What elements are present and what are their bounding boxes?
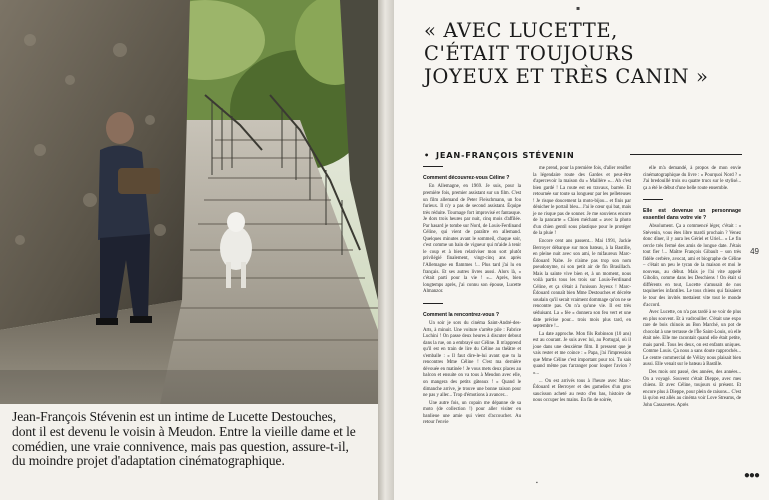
byline	[424, 150, 574, 160]
photo-man-with-dog-on-stairs	[0, 0, 378, 404]
page-number: 49	[750, 247, 759, 256]
body-paragraph: ... On est arrivés tous à l'heure avec Marc-Édouard et Berroyer et des gamelles d'un gros saucisson acheté au resto d'en bas, histoire de nous occuper les mains. En fin de soirée,	[533, 378, 631, 404]
body-paragraph: En Allemagne, en 1969. Je suis, pour la première fois, premier assistant sur un film. C'est un film allemand de Peter Fleischmann, un fou furieux. Il n'y a pas de second assistant. Équipe très réduite. Tournage fort improvisé et fantasque. Je dors trois heures par nuit, cinq mois d'affilée. Par hasard je tombe sur Nord, de Louis-Ferdinand Céline, qui vient de paraître en allemand. Quelques minutes avant le sommeil, chaque soir, c'est comme un bain de vigueur qui m'aide à tenir le coup et à bien relativiser mon sort plutôt privilégié finalement, vingt-cinq ans après l'Allemagne en flammes !... Plus tard j'ai lu en français. Et ses autres livres aussi. Alors là, « c'était parti pour la vie ! »... Après, bien longtemps après, j'ai connu son épouse, Lucette Almanzor.	[423, 184, 521, 295]
question-rule	[423, 166, 443, 167]
body-paragraph: Avec Lucette, on n'a pas tardé à se voir de plus en plus souvent. Et à vadrouiller. C'était une expo rare de bois chinois au Bon Marché, un pot de chocolat à une terrasse de l'Île Saint-Louis, où elle était née. Elle me racontait quand elle était petite, mais pareil. Tous les deux, on est enfants uniques. Comme Louis. Ça nous a sans doute rapprochés... Le centre commercial de Vélizy nous plaisait bien aussi. Elle venait sur le bateau à Bastille.	[643, 310, 741, 368]
interview-question: Comment la rencontrez-vous ?	[423, 311, 500, 318]
byline-author: JEAN-FRANÇOIS STÉVENIN	[436, 150, 575, 160]
body-paragraph: Encore cent ans passent... Mai 1991, Jackie Berroyer débarque sur mon bateau, à la Bastille, en pleine nuit avec son ami, le mifaureux Marc-Édouard Nabe. Je n'aime pas trop son nom pseudonyme, ni son petit air de fin Brasillach. Mais la sainte vive bien et, à un moment, nous voilà partis tous les trois sur Louis-Ferdinand Céline, et ça s'était à l'unisson Joyeux ! Marc-Édouard connaît bien Mme Destouches et décrète soudain qu'il serait vraiment dommage qu'on ne se rencontre pas. On n'a qu'une vie. Il est très séduisant. La « fée » donnera son feu vert et une date précise pour... trois mois plus tard, en septembre !...	[533, 239, 631, 330]
body-paragraph: me prend, pour la première fois, d'aller renifler la légendaire route des Gardes et peut-être d'apercevoir la maison du « Maillère »... Ah c'est bien gardé ! La route est en travaux, barrée. Et retournée sur toute sa longueur par les pelleteuses ! Je risque doucement la moto-bijou... et finis par dénicher le portail bleu... J'ai le cœur qui bat, mais je ne risque pas de sonner. Je me souviens encore de la pancarte « Chien méchant » avec la photo d'un chien gentil sous plastique pour le protéger de la pluie !	[533, 166, 631, 237]
headline-line-1: « AVEC LUCETTE,	[424, 19, 618, 42]
photo-illustration	[0, 0, 378, 404]
question-rule	[643, 199, 663, 200]
byline-rule	[630, 154, 742, 155]
text-column-2	[533, 166, 631, 406]
left-page	[0, 0, 378, 500]
bottom-margin-mark: ▪	[536, 480, 538, 486]
body-paragraph: Des mois ont passé, des années, des années... On a voyagé. Souvent c'était Dieppe, avec mes chiens. Et avec Céline, toujours si présent. Et encore plus à Dieppe, pour plein de raisons... C'est là qu'on est allés au cinéma voir Love Streams, de John Cassavetes. Après	[643, 370, 741, 408]
text-column-3	[643, 166, 741, 410]
page-gutter	[378, 0, 394, 500]
byline-bullet: •	[424, 150, 431, 160]
continuation-dots: ●●●	[743, 470, 759, 481]
right-page	[394, 0, 769, 500]
body-paragraph: Absolument. Ça a commencé léger, c'était : « Stévenin, vous êtes libre mardi prochain ? Venez donc dîner, il y aura les Gériel et Uriel... » Le fin cercle très fermé des amis de longue date. J'étais tout fier !... Maître François Gibault – son très fidèle cerbère, avocat, ami et biographe de Céline – c'était un peu le tyran de la maison et moi le nouveau, au début. Mais je l'ai vite appelé Gibolin, comme dans les Deschiens ! On était si différents en tout, Lucette s'amusait de nos taquineries infantiles. Le tous chiens qui faisaient le tour des invités mettaient vite tout le monde d'accord.	[643, 224, 741, 308]
body-paragraph: Une autre fois, un copain me dépanne de sa moto (de collection !) pour aller visiter en banlieue une amie qui vient d'accoucher. Au retour l'envie	[423, 400, 521, 426]
article-headline	[424, 20, 724, 88]
top-margin-marks: ▪	[576, 5, 581, 12]
photo-caption: Jean-François Stévenin est un intime de Lucette Destouches, dont il est devenu le voisin à Meudon. Entre la vieille dame et le comédien, une vraie connivence, mais pas question, assure-t-il, du moindre projet d'adaptation cinématographique.	[12, 409, 356, 469]
body-paragraph: elle m'a demandé, à propos de mon envie cinématographique du livre : « Pourquoi Nord ? » J'ai bredouillé trois ou quatre trucs sur le stylisé... ça a été le début d'une belle route ensemble.	[643, 166, 741, 191]
interview-question: Elle est devenue un personnage essentiel dans votre vie ?	[643, 208, 741, 221]
headline-line-3: JOYEUX ET TRÈS CANIN »	[424, 64, 709, 88]
text-column-1	[423, 166, 521, 428]
body-paragraph: La date approche. Mon fils Robinson (10 ans) est au courant. Je suis avec lui, au Portugal, où il joue dans une deuxième film. Il pressent que je vais rester et me coince : « Papa, j'ai l'impression que Mme Céline c'est important pour toi. Tu sais quand même pas t'arranger pour louper l'avion ? »...	[533, 331, 631, 376]
headline-line-2: C'ÉTAIT TOUJOURS	[424, 41, 635, 65]
interview-question: Comment découvrez-vous Céline ?	[423, 175, 510, 181]
body-paragraph: Un soir je sors du cinéma Saint-André-des-Arts, à minuit. Une voiture s'arrête pile : Fabrice Luchini ! On passe deux heures à discuter debout dans la rue, on a embrayé sur Céline. Il m'apprend qu'il est en train de lire du Céline au théâtre et s'emballe : « Il faut dire-le-lui avant que tu la rencontres Mme Céline ! C'est ma dernière dévouée en matinée ! Je vous mets deux places au balcon et ensuite on va tous à Meudon avec elle, on mangera des petits gâteaux ! » Quand le dimanche arrive, je trouve une bonne raison pour ne pas y aller... Trop d'émotions à avancer...	[423, 321, 521, 399]
question-rule	[423, 303, 443, 304]
